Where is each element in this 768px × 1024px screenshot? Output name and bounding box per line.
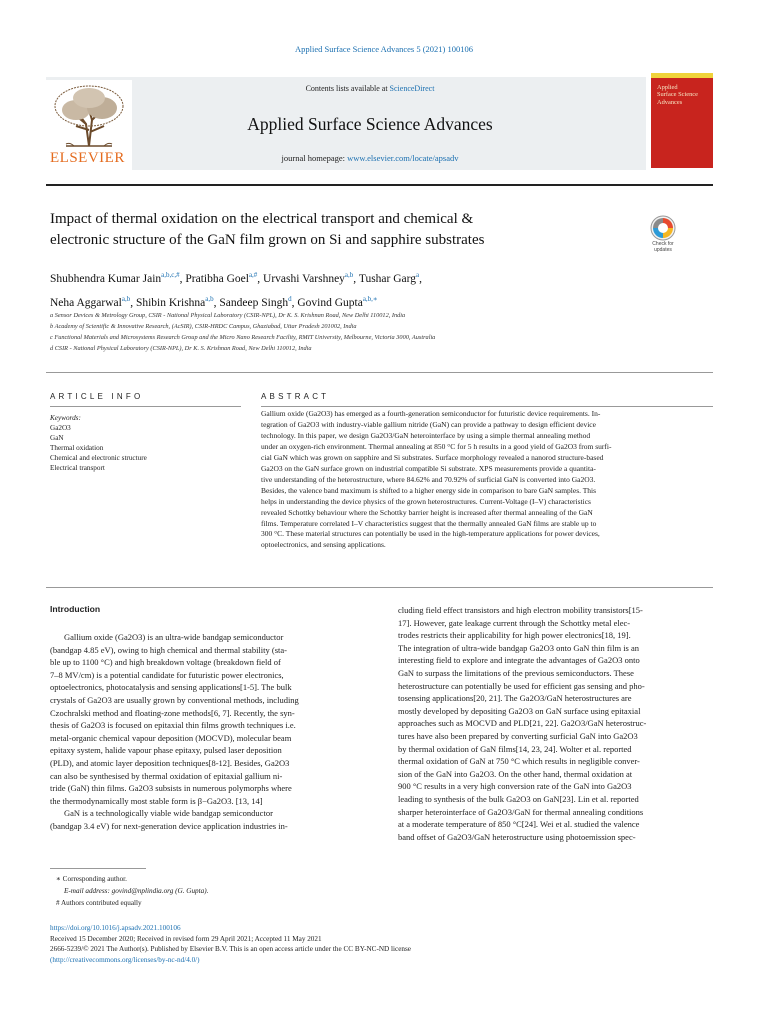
body-line: tosensing applications[20, 21]. The Ga2O3/GaN heterostructures are — [398, 693, 632, 704]
author-name[interactable]: Shubhendra Kumar Jain — [50, 272, 162, 285]
abstract-line: Gallium oxide (Ga2O3) has emerged as a fourth-generation semiconductor for futuristic device requirements. In- — [261, 409, 601, 418]
homepage-link[interactable]: www.elsevier.com/locate/apsadv — [347, 153, 459, 163]
keywords-block — [50, 413, 147, 473]
abstract-line: optoelectronics, and sensing applications. — [261, 540, 386, 550]
body-line: 7–8 MV/cm) is a potential candidate for futuristic power electronics, — [50, 669, 284, 680]
elsevier-wordmark: ELSEVIER — [50, 150, 125, 166]
cover-accent-bar — [651, 73, 713, 78]
abstract-bottom-rule — [46, 587, 713, 588]
body-line: (bandgap 4.85 eV), owing to high chemical and thermal stability (sta- — [50, 644, 287, 655]
footnote-email[interactable]: E-mail address: govind@nplindia.org (G. Gupta). — [64, 887, 209, 895]
body-line: metal-organic chemical vapour deposition (MOCVD), molecular beam — [50, 732, 292, 743]
abstract-line: cial GaN which was grown on sapphire and Si substrates. Surface morphology revealed a nanorod structure-based — [261, 452, 604, 462]
footnote-rule — [50, 868, 146, 869]
body-line: leading to synthesis of the bulk Ga2O3 on GaN[23]. Lin et al. reported — [398, 793, 639, 804]
body-line: heterostructure can potentially be used for efficient gas sensing and pho- — [398, 680, 645, 691]
license-link[interactable]: (http://creativecommons.org/licenses/by-nc-nd/4.0/) — [50, 955, 200, 964]
abstract-line: technology. In this paper, we design Ga2O3/GaN heterointerface by using a simple thermal annealing method — [261, 430, 591, 440]
body-line: tures have also been prepared by converting surficial GaN into Ga2O3 — [398, 730, 638, 741]
paper-title — [50, 209, 630, 251]
license-text: 2666-5239/© 2021 The Author(s). Published by Elsevier B.V. This is an open access article under the CC BY-NC-ND license — [50, 945, 411, 953]
body-line: by thermal oxidation of GaN films[14, 23, 24]. Wolter et al. reported — [398, 743, 632, 754]
abstract-line: helps in understanding the device physics of the grown heterostructures. Current-Voltage (I–V) characteristics — [261, 496, 591, 506]
keywords-label: Keywords: — [50, 414, 81, 422]
body-column-right — [398, 604, 715, 843]
abstract-line: tive understanding of the heterostructure, where 84.62% and 70.92% of surficial GaN is converted into Ga2O3. — [261, 474, 596, 484]
footnote-equal-contribution: # Authors contributed equally — [56, 899, 142, 907]
footnote-corresponding: ∗ Corresponding author. — [56, 875, 127, 883]
body-line: cluding field effect transistors and high electron mobility transistors[15- — [398, 605, 643, 615]
author-name[interactable]: Pratibha Goel — [185, 272, 249, 285]
author-name[interactable]: Shibin Krishna — [135, 296, 206, 309]
check-updates-line: updates — [654, 246, 672, 253]
contents-available — [150, 84, 590, 93]
article-metadata — [50, 923, 411, 965]
body-line: Gallium oxide (Ga2O3) is an ultra-wide bandgap semiconductor — [64, 632, 284, 642]
keyword: Ga2O3 — [50, 424, 71, 432]
author-list — [50, 265, 690, 313]
journal-name: Applied Surface Science Advances — [247, 114, 493, 134]
body-line: trodes restricts their applicability for high power electronics[18, 19]. — [398, 630, 631, 641]
check-updates-line: Check for — [652, 241, 674, 247]
body-line: thesis of Ga2O3 is focused on epitaxial thin films growth techniques i.e. — [50, 720, 296, 731]
check-updates-label — [645, 242, 681, 253]
abstract-text — [261, 409, 713, 551]
title-line: Impact of thermal oxidation on the electrical transport and chemical & — [50, 211, 474, 227]
contents-prefix: Contents lists available at — [305, 84, 390, 93]
body-line: The integration of ultra-wide bandgap Ga2O3 onto GaN thin film is an — [398, 642, 640, 653]
journal-cover-thumbnail[interactable] — [651, 73, 713, 168]
author-name[interactable]: Neha Aggarwal — [50, 296, 122, 309]
body-line: the thermodynamically most stable form is β−Ga2O3. [13, 14] — [50, 795, 263, 806]
affiliation: d CSIR - National Physical Laboratory (CSIR-NPL), Dr K. S. Krishnan Road, New Delhi 110012, India — [50, 345, 312, 352]
body-line: band offset of Ga2O3/GaN heterostructure using photoemission spec- — [398, 831, 636, 842]
cover-title-line: Advances — [657, 98, 683, 106]
abstract-rule — [261, 406, 713, 407]
header-rule — [46, 184, 713, 186]
body-line: 17]. However, gate leakage current through the Schottky metal elec- — [398, 617, 631, 628]
keyword: Thermal oxidation — [50, 444, 104, 452]
abstract-line: revealed Schottky behaviour where the Schottky barrier height is increased after thermal annealing of the GaN — [261, 507, 593, 517]
author-line: Neha Aggarwal$^{a,b}$, Shibin Krishna$^{a,b}$, Sandeep Singh$^d$, Govind Gupta$^{a,b,∗}$ — [50, 294, 378, 309]
abstract-line: 300 °C. These material structures can potentially be used in the high-temperature applications for power devices, — [261, 529, 600, 539]
author-name[interactable]: Urvashi Varshney — [263, 272, 345, 285]
doi-link[interactable]: https://doi.org/10.1016/j.apsadv.2021.100106 — [50, 924, 181, 932]
cover-title-line: Surface Science — [657, 91, 698, 99]
author-name[interactable]: Tushar Garg — [358, 272, 417, 285]
affiliation: a Sensor Devices & Metrology Group, CSIR - National Physical Laboratory (CSIR-NPL), Dr K. S. Krishnan Road, New Delhi 110012, India — [50, 312, 406, 319]
title-line: electronic structure of the GaN film grown on Si and sapphire substrates — [50, 232, 485, 248]
article-info-heading: ARTICLE INFO — [50, 392, 144, 401]
abstract-line: films. Temperature correlated I–V characteristics suggest that the thermally annealed GaN films are stable up to — [261, 518, 597, 528]
check-for-updates-badge[interactable] — [645, 214, 681, 258]
body-column-left — [50, 631, 376, 833]
body-line: approaches such as MOCVD and PLD[21, 22]. Ga2O3/GaN heterostruc- — [398, 718, 647, 729]
body-line: GaN to surpass the limitations of the previous semiconductors. These — [398, 667, 634, 678]
body-line: thermal oxidation of GaN at 750 °C which results in negligible conver- — [398, 756, 640, 767]
body-line: sion of the GaN into Ga2O3. On the other hand, thermal oxidation at — [398, 768, 633, 779]
author-affil[interactable]: a,b,∗ — [362, 294, 378, 303]
author-name[interactable]: Govind Gupta — [297, 296, 363, 309]
journal-homepage — [150, 153, 590, 163]
body-line: GaN is a technologically viable wide bandgap semiconductor — [64, 808, 273, 819]
body-line: tride (GaN) thin films. Ga2O3 subsists in numerous polymorphs where — [50, 783, 292, 794]
body-line: interesting field to explore and integrate the advantages of Ga2O3 onto — [398, 655, 640, 666]
keyword: Electrical transport — [50, 464, 105, 472]
keyword: Chemical and electronic structure — [50, 454, 147, 462]
author-affil[interactable]: a,b — [121, 294, 131, 303]
cover-title — [657, 84, 698, 106]
received-dates: Received 15 December 2020; Received in revised form 29 April 2021; Accepted 11 May 2021 — [50, 934, 322, 943]
article-info-rule — [50, 406, 241, 407]
introduction-heading: Introduction — [50, 604, 101, 614]
author-affil[interactable]: a,b,c,# — [161, 271, 180, 279]
journal-reference[interactable]: Applied Surface Science Advances 5 (2021) 100106 — [295, 44, 473, 54]
abstract-line: Besides, the valence band maximum is shifted to a higher energy side in comparison to bare GaN samples. This — [261, 485, 597, 495]
author-line: Shubhendra Kumar Jain$^{a,b,c,\#}$, Pratibha Goel$^{a,\#}$, Urvashi Varshney$^{a,b}$, Tushar Garg$^a$, — [50, 271, 422, 285]
affiliation: c Functional Materials and Microsystems Research Group and the Micro Nano Research Facility, RMIT University, Melbourne, Victoria 3000, Australia — [50, 334, 436, 341]
body-line: optoelectronics, photocatalysis and sensing applications[1-5]. The bulk — [50, 682, 292, 693]
abstract-line: tegration of Ga2O3 with industry-viable gallium nitride (GaN) can provide a pathway to design efficient device — [261, 419, 596, 429]
body-line: (bandgap 3.4 eV) for next-generation device application industries in- — [50, 820, 288, 831]
author-affil[interactable]: a — [416, 271, 420, 279]
author-affil[interactable]: a,b — [205, 294, 214, 303]
body-line: epitaxy system, halide vapour phase epitaxy, pulsed laser deposition — [50, 745, 282, 756]
body-line: crystals of Ga2O3 are usually grown by conventional methods, including — [50, 694, 299, 705]
body-line: mostly developed by depositing Ga2O3 on GaN surface using epitaxial — [398, 705, 641, 716]
abstract-heading: ABSTRACT — [261, 392, 330, 401]
crossmark-icon — [645, 214, 681, 242]
body-line: ble up to 1100 °C) and high breakdown voltage (breakdown field of — [50, 657, 281, 668]
body-line: at a moderate temperature of 850 °C[24]. Wei et al. studied the valence — [398, 819, 640, 830]
affiliation: b Academy of Scientific & Innovative Research, (AcSIR), CSIR-HRDC Campus, Ghaziabad, Uttar Pradesh 201002, India — [50, 323, 357, 330]
footnotes — [50, 873, 208, 909]
affiliations-rule — [46, 372, 713, 373]
body-line: 900 °C results in a very high conversion rate of the GaN into Ga2O3 — [398, 781, 632, 792]
body-line: Czochralski method and floating-zone methods[6, 7]. Recently, the syn- — [50, 707, 295, 718]
author-affil[interactable]: a,b — [344, 271, 354, 279]
sciencedirect-link[interactable]: ScienceDirect — [389, 84, 435, 93]
body-line: sharper heterointerface of Ga2O3/GaN for thermal annealing conditions — [398, 806, 644, 817]
author-affil[interactable]: d — [288, 294, 292, 303]
cover-title-line: Applied — [657, 84, 678, 91]
affiliations — [50, 310, 710, 354]
author-affil[interactable]: a,# — [248, 271, 258, 279]
keyword: GaN — [50, 434, 64, 442]
author-name[interactable]: Sandeep Singh — [219, 296, 289, 309]
abstract-line: under an oxygen-rich environment. Thermal annealing at 850 °C for 5 h results in a good yield of Ga2O3 from surfi- — [261, 441, 612, 451]
body-line: (PLD), and atomic layer deposition techniques[8-12]. Besides, Ga2O3 — [50, 757, 290, 768]
body-line: can also be synthesised by thermal oxidation of epitaxial gallium ni- — [50, 770, 283, 781]
homepage-prefix: journal homepage: — [281, 153, 348, 163]
abstract-line: Ga2O3 on the GaN surface grown on industrial compatible Si substrate. XPS measurements provide a quantita- — [261, 463, 596, 473]
